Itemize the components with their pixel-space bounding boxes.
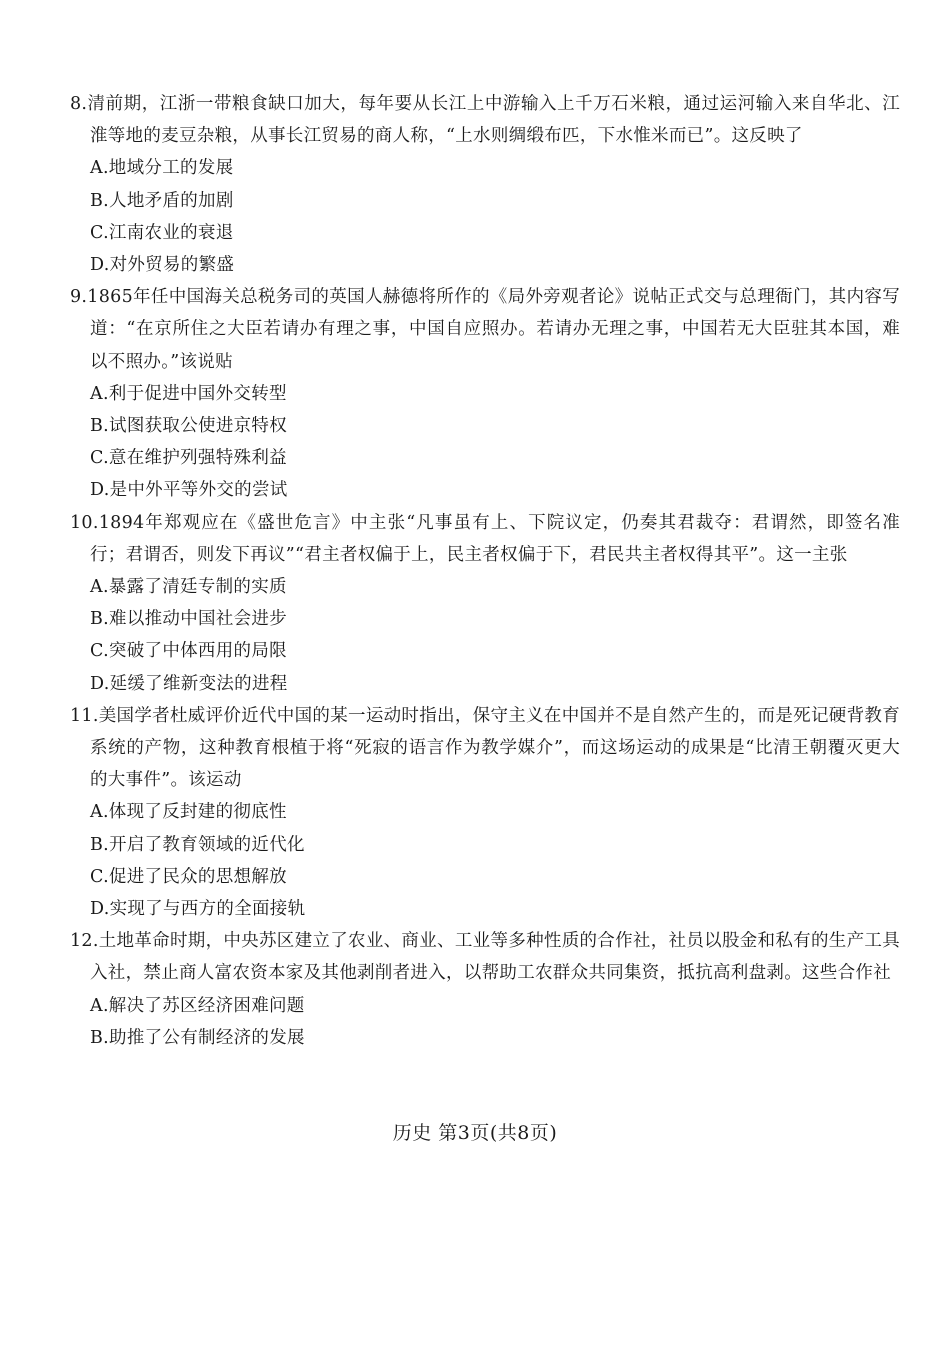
question-8 <box>70 88 900 281</box>
option-c: C.江南农业的衰退 <box>90 222 234 243</box>
question-11 <box>70 700 900 925</box>
option-a: A.暴露了清廷专制的实质 <box>90 577 287 598</box>
question-stem: 11.美国学者杜威评价近代中国的某一运动时指出，保守主义在中国并不是自然产生的，而是死记硬背教育系统的产物，这种教育根植于将“死寂的语言作为教学媒介”，而这场运动的成果是“比清王朝覆灭更大的大事件”。该运动 <box>70 705 900 791</box>
option-d: D.是中外平等外交的尝试 <box>90 480 288 501</box>
option-d: D.对外贸易的繁盛 <box>90 255 235 276</box>
option-d: D.延缓了维新变法的进程 <box>90 673 288 694</box>
option-a: A.地域分工的发展 <box>90 158 234 179</box>
option-d: D.实现了与西方的全面接轨 <box>90 899 306 920</box>
option-a: A.体现了反封建的彻底性 <box>90 802 287 823</box>
question-stem: 12.土地革命时期，中央苏区建立了农业、商业、工业等多种性质的合作社，社员以股金和私有的生产工具入社，禁止商人富农资本家及其他剥削者进入，以帮助工农群众共同集资，抵抗高利盘剥。这些合作社 <box>70 931 900 984</box>
option-b: B.难以推动中国社会进步 <box>90 609 288 630</box>
option-c: C.突破了中体西用的局限 <box>90 641 287 662</box>
question-stem: 10.1894年郑观应在《盛世危言》中主张“凡事虽有上、下院议定，仍奏其君裁夺：君谓然，即签名准行；君谓否，则发下再议”“君主者权偏于上，民主者权偏于下，君民共主者权得其平”。这一主张 <box>70 512 900 565</box>
question-stem: 9.1865年任中国海关总税务司的英国人赫德将所作的《局外旁观者论》说帖正式交与总理衙门，其内容写道：“在京所住之大臣若请办有理之事，中国自应照办。若请办无理之事，中国若无大臣驻其本国，难以不照办。”该说贴 <box>70 287 900 372</box>
option-a: A.解决了苏区经济困难问题 <box>90 995 305 1016</box>
option-b: B.人地矛盾的加剧 <box>90 190 234 211</box>
page-footer: 历史 第3页(共8页) <box>392 1122 558 1144</box>
question-12 <box>70 925 900 1054</box>
question-list <box>70 88 900 1054</box>
option-c: C.意在维护列强特殊利益 <box>90 448 287 469</box>
question-9 <box>70 281 900 506</box>
option-b: B.助推了公有制经济的发展 <box>90 1027 305 1048</box>
question-10 <box>70 507 900 700</box>
question-stem: 8.清前期，江浙一带粮食缺口加大，每年要从长江上中游输入上千万石米粮，通过运河输入来自华北、江淮等地的麦豆杂粮，从事长江贸易的商人称，“上水则绸缎布匹，下水惟米而已”。这反映了 <box>70 94 900 147</box>
option-c: C.促进了民众的思想解放 <box>90 866 287 887</box>
option-b: B.开启了教育领域的近代化 <box>90 834 305 855</box>
option-b: B.试图获取公使进京特权 <box>90 416 288 437</box>
option-a: A.利于促进中国外交转型 <box>90 383 287 404</box>
